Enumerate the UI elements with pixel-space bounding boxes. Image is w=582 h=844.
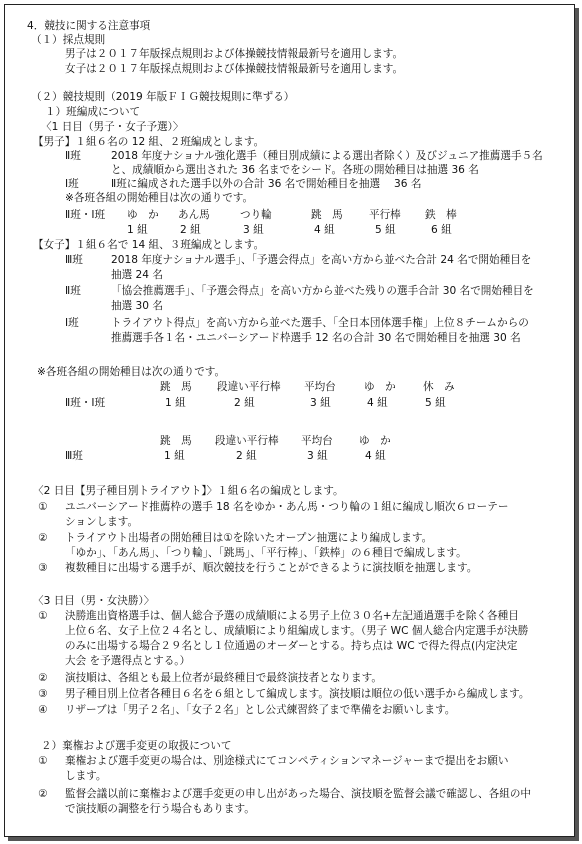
men-table-event: 鉄 棒 (425, 209, 457, 221)
men-table-event: あん馬 (178, 209, 210, 221)
men-table-event: つり輪 (240, 209, 272, 221)
men-ii-text-2: と、成績順から選出された 36 名までをシード。各班の開始種目は抽選 36 名 (111, 164, 479, 176)
list-number: ③ (38, 688, 48, 700)
men-start-note: ※各班各組の開始種目は次の通りです。 (65, 192, 254, 204)
list-item-text: で演技順の調整を行う場合もあります。 (65, 803, 255, 815)
women-table2-event: 段違い平行棒 (215, 435, 279, 447)
men-rules-text: 男子は２０１７年版採点規則および体操競技情報最新号を適用します。 (65, 48, 404, 60)
list-item-text: ションします。 (65, 516, 139, 528)
men-table-group: 6 組 (431, 224, 452, 236)
men-table-group: 5 組 (375, 224, 396, 236)
list-number: ③ (38, 562, 48, 574)
women-table1-event: 跳 馬 (160, 381, 192, 393)
list-number: ① (38, 501, 48, 513)
list-item-text: 「ゆか」、「あん馬」、「つり輪」、「跳馬」、「平行棒」、「鉄棒」の６種目で編成します。 (65, 547, 467, 559)
women-iii-text-1: 2018 年度ナショナル選手」、「予選会得点」を高い方から並べた合計 24 名で開始種目を (111, 254, 532, 266)
list-number: ② (38, 788, 48, 800)
list-number: ① (38, 610, 48, 622)
list-item-text: 大会 を予選得点とする。） (65, 655, 191, 667)
section-title: 4．競技に関する注意事項 (27, 20, 151, 32)
men-table-group: 2 組 (180, 224, 201, 236)
list-item-text: 男子種目別上位者各種目６名を６組として編成します。演技順は順位の低い選手から編成します。 (65, 688, 530, 700)
women-table2-event: ゆ か (359, 435, 391, 447)
men-i-text: Ⅱ班に編成された選手以外の合計 36 名で開始種目を抽選 36 名 (111, 178, 422, 190)
women-table2-group: 2 組 (236, 450, 257, 462)
list-item-text: 決勝進出資格選手は、個人総合予選の成績順による男子上位３０名+左記通過選手を除く各種目 (65, 610, 519, 622)
women-table1-event: 休 み (423, 381, 455, 393)
list-number: ② (38, 532, 48, 544)
list-number: ④ (38, 704, 48, 716)
women-rules-text: 女子は２０１７年版採点規則および体操競技情報最新号を適用します。 (65, 63, 404, 75)
day3-heading: 〈3 日目（男・女決勝）〉 (33, 595, 155, 607)
women-table1-group: 3 組 (310, 397, 331, 409)
women-table1-event: ゆ か (364, 381, 396, 393)
day1-heading: 〈1 日目（男子・女子予選）〉 (41, 121, 184, 133)
women-ii-key: Ⅱ班 (65, 285, 81, 297)
list-item-text: リザーブは「男子２名」、「女子２名」とし公式練習終了まで準備をお願いします。 (65, 704, 456, 716)
women-start-note: ※各班各組の開始種目は次の通りです。 (37, 366, 226, 378)
women-table2-group: 3 組 (307, 450, 328, 462)
men-table-group: 4 組 (314, 224, 335, 236)
withdrawal-heading: ２）棄権および選手変更の取扱について (41, 740, 232, 752)
women-table2-group: 1 組 (164, 450, 185, 462)
list-item-text: 演技順は、各組とも最上位者が最終種目で最終演技者となります。 (65, 672, 382, 684)
women-ii-text-1: 「協会推薦選手」、「予選会得点」を高い方から並べた残りの選手合計 30 名で開始種目を (111, 285, 534, 297)
men-ii-key: Ⅱ班 (65, 150, 81, 162)
group-formation-heading: １）班編成について (45, 106, 141, 118)
men-table-group: 1 組 (127, 224, 148, 236)
women-table2-label: Ⅲ班 (65, 450, 83, 462)
men-i-key: Ⅰ班 (65, 178, 79, 190)
men-table-event: 跳 馬 (311, 209, 343, 221)
women-table1-label: Ⅱ班・Ⅰ班 (65, 397, 106, 409)
women-table1-group: 4 組 (367, 397, 388, 409)
men-table-label: Ⅱ班・Ⅰ班 (65, 209, 106, 221)
list-number: ② (38, 672, 48, 684)
women-heading: 【女子】１組６名で 14 組、３班編成とします。 (33, 239, 265, 251)
list-item-text: のみに出場する場合２９名とし１位通過のオーダーとする。持ち点は WC で得た得点(内定決定 (65, 640, 518, 652)
women-table2-event: 平均台 (301, 435, 333, 447)
men-table-event: ゆ か (127, 209, 159, 221)
list-item-text: 棄権および選手変更の場合は、別途様式にてコンペティションマネージャーまで提出をお願い (65, 755, 509, 767)
women-i-key: Ⅰ班 (65, 317, 79, 329)
women-table2-group: 4 組 (365, 450, 386, 462)
list-item-text: 複数種目に出場する選手が、順次競技を行うことができるように演技順を抽選します。 (65, 562, 478, 574)
day2-heading: 〈2 日目【男子種目別トライアウト】〉１組６名の編成とします。 (33, 485, 344, 497)
men-table-event: 平行棒 (369, 209, 401, 221)
women-table1-group: 1 組 (165, 397, 186, 409)
women-iii-key: Ⅲ班 (65, 254, 83, 266)
women-i-text-2: 推薦選手各１名・ユニバーシアード枠選手 12 名の合計 30 名で開始種目を抽選 30 名 (111, 332, 521, 344)
women-table2-event: 跳 馬 (160, 435, 192, 447)
women-iii-text-2: 抽選 24 名 (111, 269, 163, 281)
men-ii-text-1: 2018 年度ナショナル強化選手（種目別成績による選出者除く）及びジュニア推薦選手５名 (111, 150, 543, 162)
men-table-group: 3 組 (243, 224, 264, 236)
competition-rules-heading: （２）競技規則（2019 年版ＦＩＧ競技規則に準ずる） (31, 91, 295, 103)
women-table1-group: 2 組 (234, 397, 255, 409)
women-i-text-1: トライアウト得点」を高い方から並べた選手、「全日本団体選手権」上位８チームからの (111, 317, 529, 329)
women-table1-event: 段違い平行棒 (217, 381, 281, 393)
list-number: ① (38, 755, 48, 767)
list-item-text: ユニバーシアード推薦枠の選手 18 名をゆか・あん馬・つり輪の１組に編成し順次６ローテー (65, 501, 509, 513)
women-ii-text-2: 抽選 30 名 (111, 300, 163, 312)
list-item-text: します。 (65, 770, 107, 782)
list-item-text: 上位６名、女子上位２４名とし、成績順により組編成します。（男子 WC 個人総合内定選手が決勝 (65, 625, 529, 637)
women-table1-group: 5 組 (425, 397, 446, 409)
men-heading: 【男子】１組６名の 12 組、２班編成とします。 (33, 136, 265, 148)
rules-heading: （１）採点規則 (31, 34, 106, 46)
list-item-text: 監督会議以前に棄権および選手変更の申し出があった場合、演技順を監督会議で確認し、各組の中 (65, 788, 532, 800)
list-item-text: トライアウト出場者の開始種目は①を除いたオープン抽選により編成します。 (65, 532, 433, 544)
document-page (4, 4, 575, 837)
women-table1-event: 平均台 (304, 381, 336, 393)
